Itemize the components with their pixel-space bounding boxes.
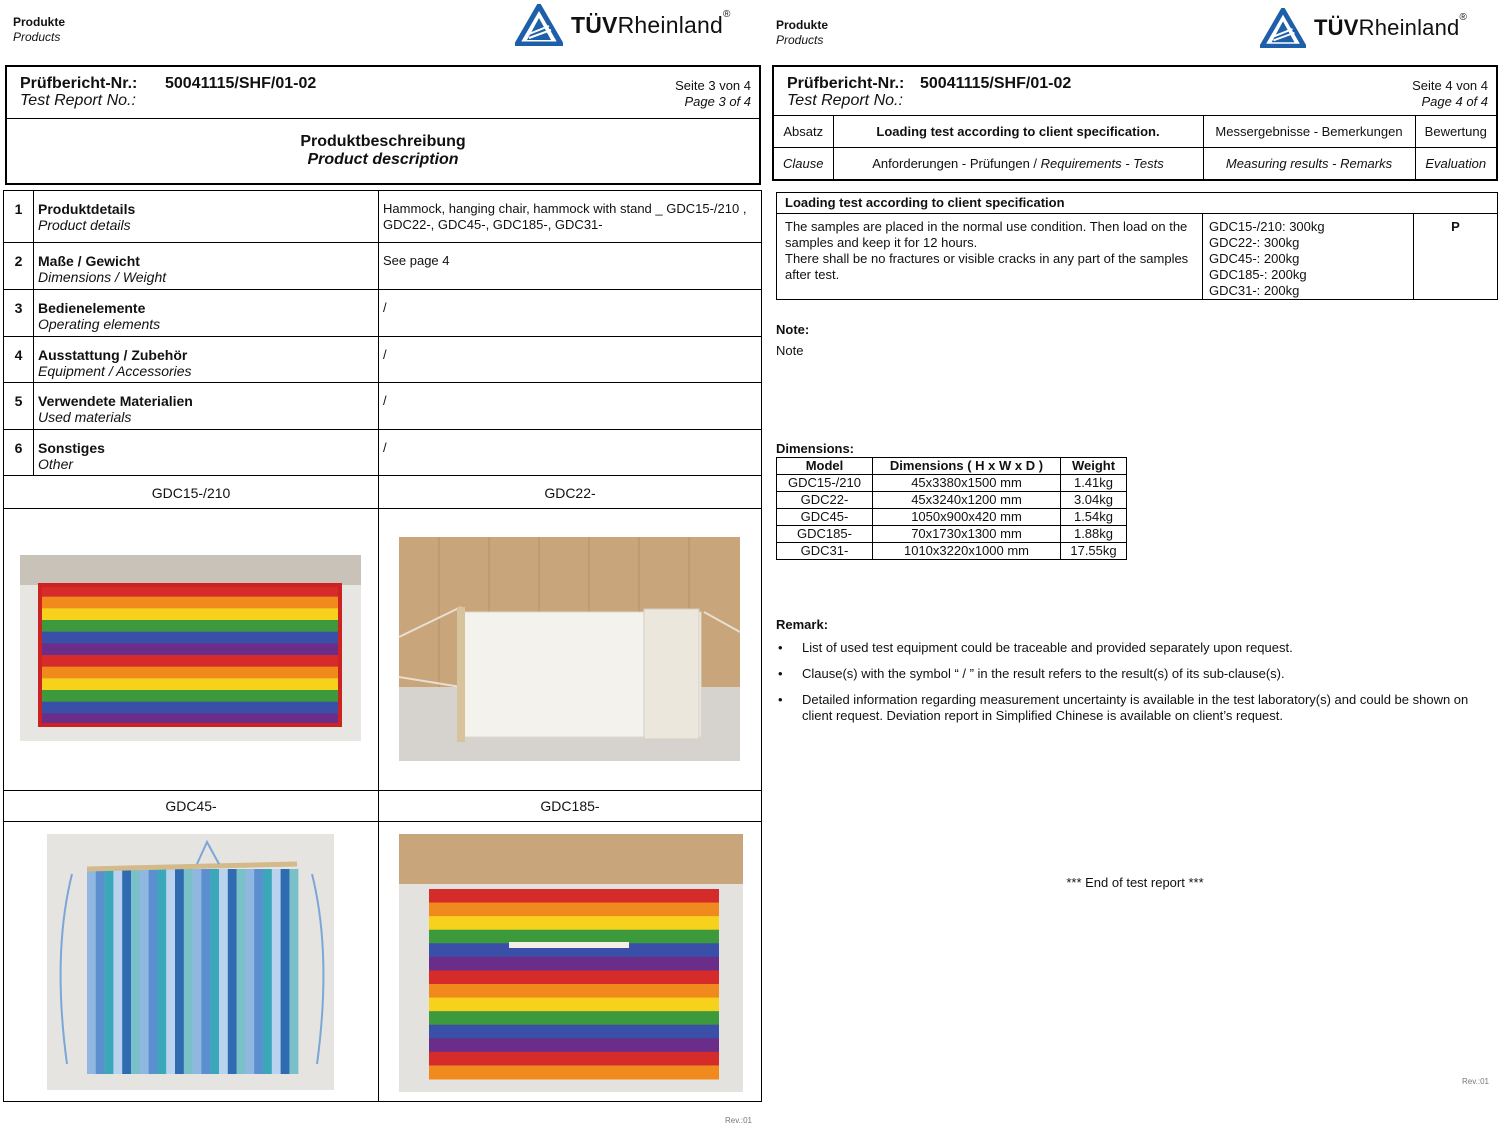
remarks-list (776, 640, 1476, 734)
row-label-en: Product details (38, 217, 131, 233)
fabric-stripe (166, 869, 175, 1074)
fabric-stripe (122, 869, 131, 1074)
dimensions-table (776, 457, 1127, 560)
page-number (1412, 78, 1488, 110)
table-row (4, 337, 762, 383)
row-value: Hammock, hanging chair, hammock with stand _ GDC15-/210 , GDC22-, GDC45-, GDC185-, GDC31- (379, 191, 762, 243)
column-title-en (833, 148, 1203, 180)
report-label-de: Prüfbericht-Nr.: (20, 75, 138, 92)
brand-rest: Rheinland (617, 11, 723, 38)
fabric-stripe (263, 869, 272, 1074)
tuv-logo (1260, 8, 1467, 48)
product-description-table (3, 190, 762, 1102)
tuv-logo (515, 4, 731, 46)
row-label (34, 430, 379, 476)
fabric-stripe (289, 869, 298, 1074)
row-number: 3 (4, 290, 34, 337)
remark-label: Remark: (776, 617, 829, 632)
fabric-stripe (210, 869, 219, 1074)
row-label (34, 191, 379, 243)
section-title-de: Produktbeschreibung (300, 133, 466, 150)
fabric-stripe (281, 869, 290, 1074)
fabric-stripe (237, 869, 246, 1074)
dim-cell: 70x1730x1300 mm (873, 526, 1061, 543)
loading-desc-2: There shall be no fractures or visible cracks in any part of the samples after test. (785, 251, 1189, 282)
fabric-stripe (105, 869, 114, 1074)
brand-bold: TÜV (571, 11, 618, 38)
fabric-stripe (272, 869, 281, 1074)
column-absatz: Absatz (773, 116, 833, 148)
row-label-de: Bedienelemente (38, 300, 146, 316)
photo-cell (379, 509, 762, 791)
dimensions-label: Dimensions: (776, 441, 855, 456)
produkte-label: Produkte (776, 18, 829, 32)
photo-cell (379, 822, 762, 1102)
fabric-stripe (40, 702, 340, 714)
row-value: / (379, 430, 762, 476)
page-number (675, 78, 751, 110)
row-value: / (379, 290, 762, 337)
dim-cell: GDC45- (777, 509, 873, 526)
fabric-stripe (429, 916, 719, 930)
report-number: 50041115/SHF/01-02 (165, 75, 317, 92)
column-mess-en: Measuring results - Remarks (1203, 148, 1415, 180)
fabric-stripe (184, 869, 193, 1074)
tuv-triangle-icon (515, 4, 563, 46)
column-header-row-en (773, 148, 1497, 180)
report-label-de: Prüfbericht-Nr.: (787, 75, 905, 92)
end-of-report: *** End of test report *** (1066, 875, 1204, 890)
fabric-stripe (175, 869, 184, 1074)
column-mess-de: Messergebnisse - Bemerkungen (1203, 116, 1415, 148)
row-label-de: Sonstiges (38, 440, 105, 456)
report-label-en: Test Report No.: (787, 92, 903, 109)
row-label-de: Produktdetails (38, 201, 136, 217)
column-clause: Clause (773, 148, 833, 180)
photo-caption-row (4, 476, 762, 509)
report-header-box (5, 65, 761, 185)
rainbow-hammock-photo (20, 555, 361, 741)
result-line: GDC45-: 200kg (1209, 251, 1300, 266)
produkte-label: Produkte (13, 15, 66, 29)
photo-row (4, 509, 762, 791)
page-number-de: Seite 3 von 4 (675, 78, 751, 93)
fabric-stripe (40, 608, 340, 620)
result-line: GDC31-: 200kg (1209, 283, 1300, 298)
dim-cell: 1.41kg (1061, 475, 1127, 492)
report-page-4 (770, 0, 1500, 1130)
dim-header: Weight (1061, 458, 1127, 475)
rainbow-stand-hammock-photo (399, 834, 743, 1092)
table-row (4, 191, 762, 243)
row-label-de: Ausstattung / Zubehör (38, 347, 188, 363)
column-title-en-en: Requirements - Tests (1040, 155, 1164, 171)
fabric-stripe (40, 667, 340, 679)
row-label (34, 383, 379, 430)
fabric-stripe (429, 998, 719, 1012)
note-label: Note: (776, 322, 810, 337)
table-row (4, 290, 762, 337)
column-title-de: Loading test according to client specification. (833, 116, 1203, 148)
table-row (777, 526, 1127, 543)
report-label-en: Test Report No.: (20, 92, 136, 109)
list-item: • Detailed information regarding measurement uncertainty is available in the test laboratory(s) and could be shown on client request. Deviation report in Simplified Chinese is available on client’s request. (776, 692, 1476, 724)
photo-caption: GDC185- (379, 791, 762, 822)
fabric-stripe (429, 984, 719, 998)
loading-body-row (777, 214, 1498, 300)
fabric-stripe (228, 869, 237, 1074)
row-number: 5 (4, 383, 34, 430)
table-row (4, 383, 762, 430)
column-title-en-de: Anforderungen - Prüfungen / (872, 155, 1041, 171)
fabric-stripe (429, 970, 719, 984)
blue-chair-photo (47, 834, 334, 1090)
result-line: GDC22-: 300kg (1209, 235, 1300, 250)
column-bew-de: Bewertung (1415, 116, 1497, 148)
dim-cell: 1050x900x420 mm (873, 509, 1061, 526)
fabric-stripe (40, 632, 340, 644)
fabric-stripe (429, 930, 719, 944)
row-value: / (379, 383, 762, 430)
photo-caption: GDC15-/210 (4, 476, 379, 509)
loading-title: Loading test according to client specification (777, 193, 1498, 214)
row-value: / (379, 337, 762, 383)
row-number: 4 (4, 337, 34, 383)
fabric-stripe (140, 869, 149, 1074)
fabric-stripe (429, 1025, 719, 1039)
fabric-stripe (40, 655, 340, 667)
dim-cell: 17.55kg (1061, 543, 1127, 560)
row-label-de: Verwendete Materialien (38, 393, 193, 409)
row-number: 6 (4, 430, 34, 476)
row-label (34, 337, 379, 383)
photo-cell (4, 822, 379, 1102)
tuv-triangle-icon (1260, 8, 1306, 48)
dim-header: Model (777, 458, 873, 475)
row-label-en: Operating elements (38, 316, 161, 332)
row-label (34, 290, 379, 337)
table-row (4, 243, 762, 290)
dim-header-row (777, 458, 1127, 475)
fabric-stripe (131, 869, 140, 1074)
dim-cell: 1.54kg (1061, 509, 1127, 526)
section-title-en: Product description (307, 151, 459, 168)
fabric-stripe (429, 957, 719, 971)
note-text: Note (776, 343, 804, 358)
photo-cell (4, 509, 379, 791)
revision-label: Rev.:01 (1462, 1077, 1489, 1086)
fabric-stripe (201, 869, 210, 1074)
list-item: • Clause(s) with the symbol “ / ” in the result refers to the result(s) of its sub-clause(s). (776, 666, 1476, 682)
page-number-en: Page 4 of 4 (1421, 94, 1488, 109)
dim-header: Dimensions ( H x W x D ) (873, 458, 1061, 475)
fabric-stripe (113, 869, 122, 1074)
fabric-stripe (87, 869, 96, 1074)
section-title (7, 133, 759, 169)
row-label-de: Maße / Gewicht (38, 253, 140, 269)
dim-cell: GDC185- (777, 526, 873, 543)
table-row (4, 430, 762, 476)
loading-description (777, 214, 1203, 300)
fabric-stripe (40, 678, 340, 690)
photo-caption: GDC22- (379, 476, 762, 509)
registered-mark: ® (1459, 12, 1468, 23)
fabric-stripe (429, 1011, 719, 1025)
column-header-table (772, 115, 1498, 181)
white-hammock-photo (399, 537, 740, 761)
column-bew-en: Evaluation (1415, 148, 1497, 180)
brand-rest: Rheinland (1358, 15, 1460, 40)
row-number: 1 (4, 191, 34, 243)
fabric-stripe (429, 903, 719, 917)
dim-cell: 45x3380x1500 mm (873, 475, 1061, 492)
dim-cell: GDC22- (777, 492, 873, 509)
products-label: Products (13, 30, 61, 44)
report-header-box (772, 65, 1498, 117)
report-number: 50041115/SHF/01-02 (920, 75, 1072, 92)
row-label (34, 243, 379, 290)
loading-test-table (776, 192, 1498, 300)
photo-caption-row (4, 791, 762, 822)
loading-title-row (777, 193, 1498, 214)
fabric-stripe (219, 869, 228, 1074)
page-number-de: Seite 4 von 4 (1412, 78, 1488, 93)
fabric-stripe (96, 869, 105, 1074)
fabric-stripe (429, 1038, 719, 1052)
dim-cell: 3.04kg (1061, 492, 1127, 509)
products-header (776, 18, 828, 48)
table-row (777, 475, 1127, 492)
row-label-en: Equipment / Accessories (38, 363, 192, 379)
fabric-stripe (193, 869, 202, 1074)
table-row (777, 543, 1127, 560)
row-label-en: Dimensions / Weight (38, 269, 167, 285)
fabric-stripe (429, 1052, 719, 1066)
report-label (787, 75, 904, 109)
dim-cell: GDC15-/210 (777, 475, 873, 492)
list-item: • List of used test equipment could be traceable and provided separately upon request. (776, 640, 1476, 656)
registered-mark: ® (723, 8, 731, 20)
loading-desc-1: The samples are placed in the normal use condition. Then load on the samples and keep it for 12 hours. (785, 219, 1188, 250)
products-header (13, 15, 65, 45)
result-line: GDC185-: 200kg (1209, 267, 1307, 282)
row-number: 2 (4, 243, 34, 290)
row-label-en: Other (38, 456, 74, 472)
table-row (777, 492, 1127, 509)
fabric-stripe (40, 620, 340, 632)
dim-cell: 1010x3220x1000 mm (873, 543, 1061, 560)
photo-caption: GDC45- (4, 791, 379, 822)
report-number-row (7, 67, 759, 119)
photo-row (4, 822, 762, 1102)
dim-cell: 45x3240x1200 mm (873, 492, 1061, 509)
revision-label: Rev.:01 (725, 1116, 752, 1125)
page-number-en: Page 3 of 4 (684, 94, 751, 109)
products-label: Products (776, 33, 824, 47)
fabric-stripe (40, 643, 340, 655)
row-value: See page 4 (379, 243, 762, 290)
result-line: GDC15-/210: 300kg (1209, 219, 1325, 234)
fabric-stripe (245, 869, 254, 1074)
fabric-stripe (157, 869, 166, 1074)
fabric-stripe (149, 869, 158, 1074)
brand-bold: TÜV (1314, 15, 1359, 40)
table-row (777, 509, 1127, 526)
row-label-en: Used materials (38, 409, 132, 425)
fabric-stripe (40, 690, 340, 702)
fabric-stripe (254, 869, 263, 1074)
report-label (20, 75, 137, 109)
fabric-stripe (429, 889, 719, 903)
evaluation-value: P (1414, 214, 1498, 300)
loading-results (1203, 214, 1414, 300)
fabric-stripe (429, 1065, 719, 1079)
column-header-row-de (773, 116, 1497, 148)
dim-cell: 1.88kg (1061, 526, 1127, 543)
dim-cell: GDC31- (777, 543, 873, 560)
fabric-stripe (40, 597, 340, 609)
